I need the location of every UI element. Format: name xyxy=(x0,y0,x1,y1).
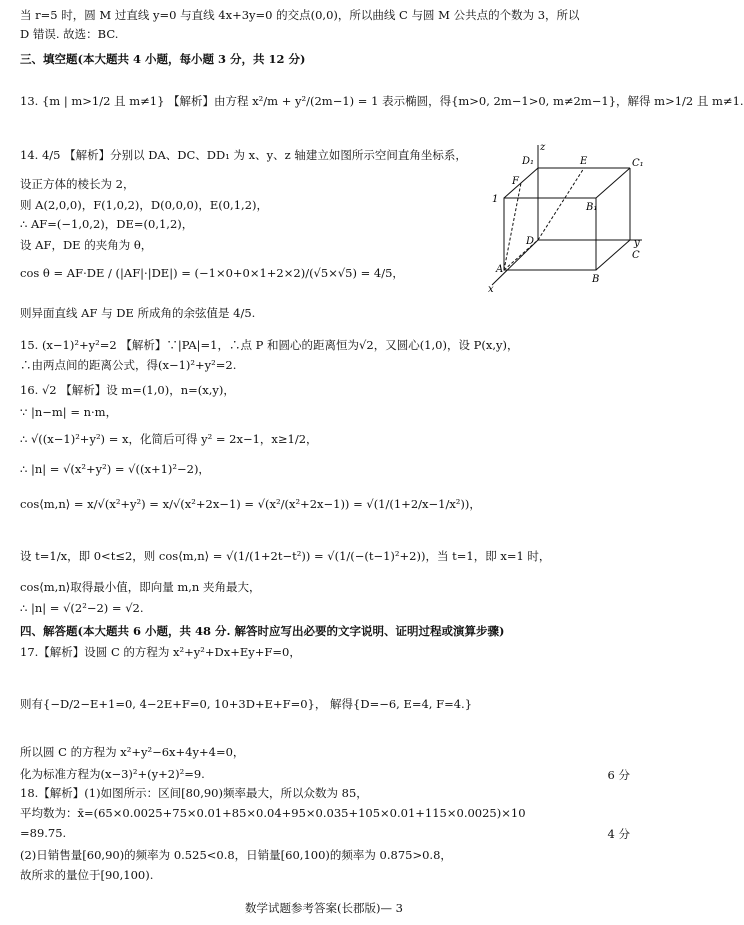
label-b: B xyxy=(592,274,600,285)
text-line: 16. √2 【解析】设 m=(1,0)，n=(x,y)， xyxy=(20,383,235,397)
text-line: cos θ = AF·DE / (|AF|·|DE|) = (−1×0+0×1+2×2)/(√5×√5) = 4/5， xyxy=(20,266,404,280)
text-line: ∴ |n| = √(2²−2) = √2. xyxy=(20,601,144,615)
text-line: cos⟨m,n⟩取得最小值，即向量 m,n 夹角最大， xyxy=(20,580,261,594)
text-line: 所以圆 C 的方程为 x²+y²−6x+4y+4=0， xyxy=(20,745,245,759)
label-c: C xyxy=(632,250,640,261)
text-line: 四、解答题(本大题共 6 小题，共 48 分. 解答时应写出必要的文字说明、证明过程或演算步骤) xyxy=(20,624,505,638)
text-line: ∴ AF=(−1,0,2)，DE=(0,1,2)， xyxy=(20,217,194,231)
text-line: 则有{−D/2−E+1=0, 4−2E+F=0, 10+3D+E+F=0}， 解得{D=−6, E=4, F=4.} xyxy=(20,697,473,711)
text-line: =89.75. xyxy=(20,826,67,840)
label-b1: B₁ xyxy=(586,202,598,213)
text-line: 平均数为：x̄=(65×0.0025+75×0.01+85×0.04+95×0.035+105×0.01+115×0.0025)×10 xyxy=(20,806,526,820)
text-line: ∵ |n−m| = n·m， xyxy=(20,405,118,419)
label-one: 1 xyxy=(492,194,499,205)
text-line: 设正方体的棱长为 2， xyxy=(20,177,135,191)
label-y: y xyxy=(634,238,640,249)
text-line: 设 t=1/x，即 0<t≤2，则 cos⟨m,n⟩ = √(1/(1+2t−t²)) = √(1/(−(t−1)²+2))，当 t=1，即 x=1 时， xyxy=(20,549,551,563)
label-d: D xyxy=(526,236,535,247)
page-footer: 数学试题参考答案(长郡版)— 3 xyxy=(245,901,403,915)
label-c1: C₁ xyxy=(632,158,644,169)
text-line: 17.【解析】设圆 C 的方程为 x²+y²+Dx+Ey+F=0， xyxy=(20,645,301,659)
label-x: x xyxy=(488,284,494,295)
text-line: 15. (x−1)²+y²=2 【解析】∵|PA|=1，∴点 P 和圆心的距离恒为√2，又圆心(1,0)，设 P(x,y)， xyxy=(20,338,519,352)
label-z: z xyxy=(540,142,546,153)
label-d1: D₁ xyxy=(522,156,535,167)
text-line: 18.【解析】(1)如图所示：区间[80,90)频率最大，所以众数为 85， xyxy=(20,786,368,800)
text-line: 故所求的量位于[90,100). xyxy=(20,868,154,882)
text-line: 则 A(2,0,0)，F(1,0,2)，D(0,0,0)，E(0,1,2)， xyxy=(20,198,268,212)
text-line: 13. {m | m>1/2 且 m≠1} 【解析】由方程 x²/m + y²/(2m−1) = 1 表示椭圆，得{m>0, 2m−1>0, m≠2m−1}，解得 m>1/2 且 m≠1. xyxy=(20,94,744,108)
text-line: 则异面直线 AF 与 DE 所成角的余弦值是 4/5. xyxy=(20,306,256,320)
text-line: 当 r=5 时，圆 M 过直线 y=0 与直线 4x+3y=0 的交点(0,0)，所以曲线 C 与圆 M 公共点的个数为 3，所以 xyxy=(20,8,580,22)
text-line: (2)日销售量[60,90)的频率为 0.525<0.8，日销量[60,100)的频率为 0.875>0.8， xyxy=(20,848,452,862)
label-a: A xyxy=(496,264,504,275)
text-line: 化为标准方程为(x−3)²+(y+2)²=9. xyxy=(20,767,205,781)
text-line: 设 AF，DE 的夹角为 θ， xyxy=(20,238,153,252)
text-line: 14. 4/5 【解析】分别以 DA、DC、DD₁ 为 x、y、z 轴建立如图所示空间直角坐标系， xyxy=(20,148,467,162)
text-line: 三、填空题(本大题共 4 小题，每小题 3 分，共 12 分) xyxy=(20,52,306,66)
score-marker: 4 分 xyxy=(607,827,630,841)
text-line: ∴ √((x−1)²+y²) = x，化简后可得 y² = 2x−1，x≥1/2， xyxy=(20,432,318,446)
segment-de xyxy=(538,168,584,240)
text-line: ∴由两点间的距离公式，得(x−1)²+y²=2. xyxy=(20,358,237,372)
cube-figure xyxy=(480,140,645,300)
text-line: D 错误. 故选：BC. xyxy=(20,27,119,41)
score-marker: 6 分 xyxy=(607,768,630,782)
label-f: F xyxy=(512,176,519,187)
text-line: cos⟨m,n⟩ = x/√(x²+y²) = x/√(x²+2x−1) = √(x²/(x²+2x−1)) = √(1/(1+2/x−1/x²))， xyxy=(20,497,481,511)
label-e: E xyxy=(580,156,588,167)
text-line: ∴ |n| = √(x²+y²) = √((x+1)²−2)， xyxy=(20,462,210,476)
